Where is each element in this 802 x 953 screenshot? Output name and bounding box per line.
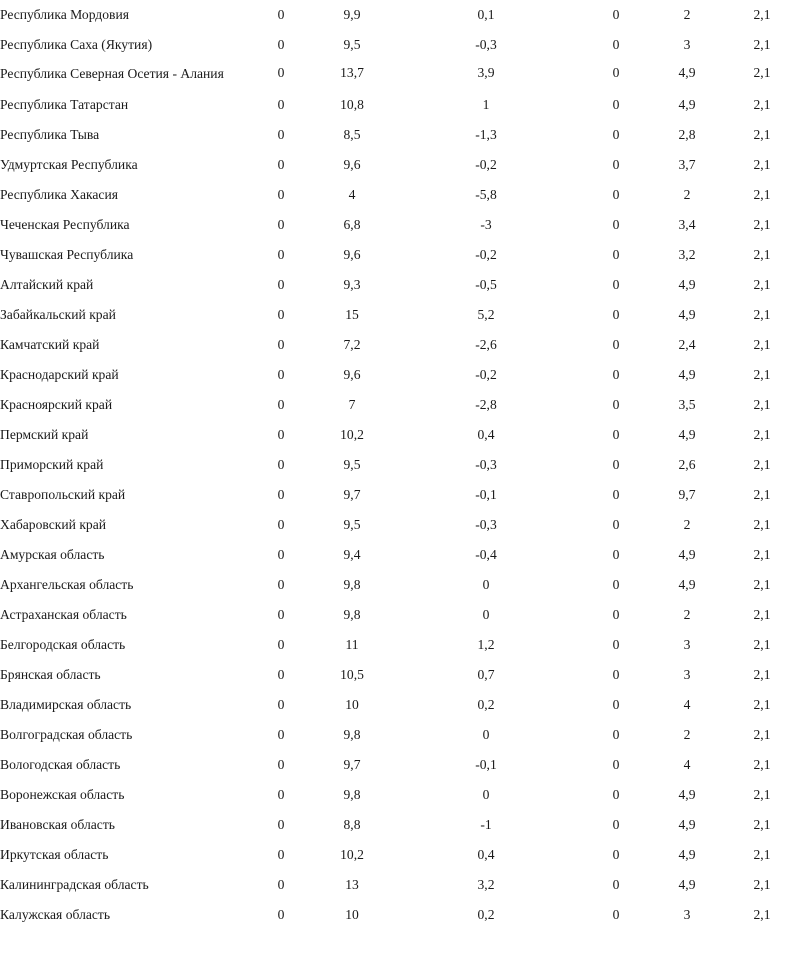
cell-value-6: 2,1 bbox=[753, 516, 771, 532]
cell-value-1: 0 bbox=[277, 36, 285, 52]
cell-value-1: 0 bbox=[277, 666, 285, 682]
cell-value-2: 9,4 bbox=[343, 546, 361, 562]
cell-region-name: Иркутская область bbox=[0, 846, 109, 862]
cell-value-6: 2,1 bbox=[753, 876, 771, 892]
cell-value-2: 9,3 bbox=[343, 276, 361, 292]
cell-value-4: 0 bbox=[612, 666, 620, 682]
cell-value-4: 0 bbox=[612, 126, 620, 142]
cell-value-5: 3,7 bbox=[678, 156, 696, 172]
cell-value-3: -5,8 bbox=[475, 186, 497, 202]
cell-value-1: 0 bbox=[277, 426, 285, 442]
cell-value-2: 9,8 bbox=[343, 606, 361, 622]
cell-value-5: 2 bbox=[683, 516, 691, 532]
cell-value-5: 4,9 bbox=[678, 426, 696, 442]
cell-value-4: 0 bbox=[612, 486, 620, 502]
cell-value-1: 0 bbox=[277, 396, 285, 412]
cell-region-name: Калужская область bbox=[0, 906, 111, 922]
cell-region-name: Архангельская область bbox=[0, 576, 134, 592]
cell-value-2: 9,5 bbox=[343, 456, 361, 472]
cell-value-2: 10,2 bbox=[340, 426, 364, 442]
cell-value-3: 0 bbox=[482, 606, 490, 622]
cell-region-name: Удмуртская Республика bbox=[0, 156, 138, 172]
cell-value-2: 7 bbox=[348, 396, 356, 412]
cell-region-name: Белгородская область bbox=[0, 636, 126, 652]
cell-region-name: Камчатский край bbox=[0, 336, 100, 352]
cell-value-5: 3 bbox=[683, 666, 691, 682]
cell-value-5: 3,2 bbox=[678, 246, 696, 262]
cell-value-6: 2,1 bbox=[753, 786, 771, 802]
cell-value-6: 2,1 bbox=[753, 65, 771, 80]
cell-value-4: 0 bbox=[612, 546, 620, 562]
cell-value-4: 0 bbox=[612, 876, 620, 892]
cell-value-6: 2,1 bbox=[753, 726, 771, 742]
table-row bbox=[0, 750, 802, 780]
cell-value-4: 0 bbox=[612, 96, 620, 112]
cell-value-1: 0 bbox=[277, 726, 285, 742]
cell-value-4: 0 bbox=[612, 306, 620, 322]
cell-value-4: 0 bbox=[612, 516, 620, 532]
cell-value-5: 4,9 bbox=[678, 786, 696, 802]
cell-region-name: Республика Северная Осетия - Алания bbox=[0, 66, 224, 81]
cell-value-3: -1 bbox=[480, 816, 492, 832]
cell-value-3: 0,4 bbox=[477, 846, 495, 862]
cell-value-3: 0 bbox=[482, 786, 490, 802]
cell-value-3: 0,2 bbox=[477, 906, 495, 922]
cell-value-4: 0 bbox=[612, 6, 620, 22]
cell-value-4: 0 bbox=[612, 846, 620, 862]
table-row bbox=[0, 240, 802, 270]
table-row bbox=[0, 270, 802, 300]
cell-value-2: 9,6 bbox=[343, 366, 361, 382]
cell-value-4: 0 bbox=[612, 726, 620, 742]
cell-value-3: -0,2 bbox=[475, 246, 497, 262]
cell-value-4: 0 bbox=[612, 696, 620, 712]
cell-value-4: 0 bbox=[612, 366, 620, 382]
cell-value-1: 0 bbox=[277, 606, 285, 622]
cell-value-3: 0,2 bbox=[477, 696, 495, 712]
cell-value-4: 0 bbox=[612, 156, 620, 172]
table-row bbox=[0, 360, 802, 390]
cell-value-3: 1,2 bbox=[477, 636, 495, 652]
cell-value-6: 2,1 bbox=[753, 636, 771, 652]
cell-value-4: 0 bbox=[612, 426, 620, 442]
cell-value-5: 2,4 bbox=[678, 336, 696, 352]
cell-value-6: 2,1 bbox=[753, 456, 771, 472]
cell-value-1: 0 bbox=[277, 696, 285, 712]
cell-value-2: 9,8 bbox=[343, 786, 361, 802]
cell-value-1: 0 bbox=[277, 6, 285, 22]
cell-value-6: 2,1 bbox=[753, 906, 771, 922]
cell-value-3: 0 bbox=[482, 726, 490, 742]
cell-value-5: 3 bbox=[683, 36, 691, 52]
table-row bbox=[0, 150, 802, 180]
cell-value-3: -0,3 bbox=[475, 516, 497, 532]
cell-value-5: 2 bbox=[683, 6, 691, 22]
cell-value-2: 10 bbox=[345, 696, 359, 712]
table-row bbox=[0, 90, 802, 120]
table-row bbox=[0, 600, 802, 630]
cell-value-6: 2,1 bbox=[753, 396, 771, 412]
table-row bbox=[0, 630, 802, 660]
cell-value-5: 4,9 bbox=[678, 276, 696, 292]
cell-value-6: 2,1 bbox=[753, 126, 771, 142]
cell-region-name: Республика Хакасия bbox=[0, 186, 118, 202]
cell-value-2: 15 bbox=[345, 306, 359, 322]
cell-value-5: 3 bbox=[683, 636, 691, 652]
cell-value-4: 0 bbox=[612, 186, 620, 202]
cell-value-3: 0 bbox=[482, 576, 490, 592]
cell-value-6: 2,1 bbox=[753, 576, 771, 592]
cell-region-name: Республика Мордовия bbox=[0, 6, 129, 22]
cell-value-1: 0 bbox=[277, 306, 285, 322]
cell-region-name: Владимирская область bbox=[0, 696, 132, 712]
table-row bbox=[0, 870, 802, 900]
cell-value-3: -2,6 bbox=[475, 336, 497, 352]
cell-value-6: 2,1 bbox=[753, 186, 771, 202]
cell-value-4: 0 bbox=[612, 576, 620, 592]
cell-value-4: 0 bbox=[612, 216, 620, 232]
cell-value-2: 9,5 bbox=[343, 516, 361, 532]
cell-value-3: -0,2 bbox=[475, 156, 497, 172]
cell-region-name: Ставропольский край bbox=[0, 486, 126, 502]
cell-value-1: 0 bbox=[277, 276, 285, 292]
cell-value-1: 0 bbox=[277, 876, 285, 892]
table-row bbox=[0, 840, 802, 870]
cell-value-2: 9,5 bbox=[343, 36, 361, 52]
table-row bbox=[0, 900, 802, 930]
cell-value-6: 2,1 bbox=[753, 606, 771, 622]
cell-value-1: 0 bbox=[277, 486, 285, 502]
table-row bbox=[0, 690, 802, 720]
table-row bbox=[0, 450, 802, 480]
cell-value-4: 0 bbox=[612, 456, 620, 472]
cell-value-3: 1 bbox=[482, 96, 490, 112]
cell-value-6: 2,1 bbox=[753, 36, 771, 52]
cell-value-2: 7,2 bbox=[343, 336, 361, 352]
cell-value-2: 8,8 bbox=[343, 816, 361, 832]
cell-value-3: 0,4 bbox=[477, 426, 495, 442]
cell-value-1: 0 bbox=[277, 246, 285, 262]
cell-value-6: 2,1 bbox=[753, 306, 771, 322]
cell-value-2: 10,5 bbox=[340, 666, 364, 682]
cell-value-6: 2,1 bbox=[753, 96, 771, 112]
cell-value-6: 2,1 bbox=[753, 426, 771, 442]
cell-region-name: Калининградская область bbox=[0, 876, 149, 892]
cell-value-1: 0 bbox=[277, 846, 285, 862]
cell-value-4: 0 bbox=[612, 786, 620, 802]
cell-value-5: 4,9 bbox=[678, 306, 696, 322]
cell-value-1: 0 bbox=[277, 786, 285, 802]
table-row bbox=[0, 510, 802, 540]
cell-value-3: -0,3 bbox=[475, 36, 497, 52]
cell-value-5: 4,9 bbox=[678, 546, 696, 562]
cell-value-2: 10,8 bbox=[340, 96, 364, 112]
cell-value-5: 4,9 bbox=[678, 96, 696, 112]
cell-value-5: 2,6 bbox=[678, 456, 696, 472]
cell-value-5: 4 bbox=[683, 756, 691, 772]
cell-value-1: 0 bbox=[277, 65, 285, 80]
cell-value-1: 0 bbox=[277, 756, 285, 772]
cell-value-6: 2,1 bbox=[753, 846, 771, 862]
cell-value-6: 2,1 bbox=[753, 6, 771, 22]
table-row bbox=[0, 720, 802, 750]
table-row bbox=[0, 390, 802, 420]
cell-value-2: 10,2 bbox=[340, 846, 364, 862]
table-row bbox=[0, 210, 802, 240]
cell-value-6: 2,1 bbox=[753, 666, 771, 682]
cell-value-2: 11 bbox=[345, 636, 359, 652]
cell-value-3: 3,9 bbox=[477, 65, 495, 80]
cell-value-3: 0,1 bbox=[477, 6, 495, 22]
cell-value-3: -0,5 bbox=[475, 276, 497, 292]
cell-value-4: 0 bbox=[612, 65, 620, 80]
cell-value-3: 3,2 bbox=[477, 876, 495, 892]
cell-value-4: 0 bbox=[612, 756, 620, 772]
cell-value-6: 2,1 bbox=[753, 276, 771, 292]
cell-value-1: 0 bbox=[277, 816, 285, 832]
cell-value-1: 0 bbox=[277, 186, 285, 202]
cell-region-name: Чувашская Республика bbox=[0, 246, 134, 262]
cell-value-4: 0 bbox=[612, 246, 620, 262]
cell-value-6: 2,1 bbox=[753, 246, 771, 262]
table-row bbox=[0, 660, 802, 690]
cell-value-5: 2,8 bbox=[678, 126, 696, 142]
cell-region-name: Амурская область bbox=[0, 546, 105, 562]
cell-value-1: 0 bbox=[277, 216, 285, 232]
cell-value-2: 13,7 bbox=[340, 65, 364, 80]
cell-region-name: Приморский край bbox=[0, 456, 104, 472]
cell-region-name: Республика Татарстан bbox=[0, 96, 129, 112]
cell-value-2: 9,9 bbox=[343, 6, 361, 22]
cell-value-5: 4 bbox=[683, 696, 691, 712]
cell-value-1: 0 bbox=[277, 156, 285, 172]
cell-value-2: 6,8 bbox=[343, 216, 361, 232]
cell-value-2: 9,7 bbox=[343, 486, 361, 502]
table-row bbox=[0, 180, 802, 210]
cell-value-3: 5,2 bbox=[477, 306, 495, 322]
cell-value-6: 2,1 bbox=[753, 756, 771, 772]
cell-value-6: 2,1 bbox=[753, 156, 771, 172]
cell-region-name: Алтайский край bbox=[0, 276, 94, 292]
table-row bbox=[0, 810, 802, 840]
cell-value-2: 10 bbox=[345, 906, 359, 922]
cell-value-5: 9,7 bbox=[678, 486, 696, 502]
cell-value-3: -0,3 bbox=[475, 456, 497, 472]
cell-region-name: Чеченская Республика bbox=[0, 216, 130, 232]
cell-value-2: 9,6 bbox=[343, 156, 361, 172]
cell-region-name: Вологодская область bbox=[0, 756, 121, 772]
cell-value-2: 13 bbox=[345, 876, 359, 892]
cell-value-5: 4,9 bbox=[678, 846, 696, 862]
cell-value-3: -3 bbox=[480, 216, 492, 232]
cell-value-6: 2,1 bbox=[753, 546, 771, 562]
cell-value-6: 2,1 bbox=[753, 696, 771, 712]
cell-value-4: 0 bbox=[612, 396, 620, 412]
cell-value-6: 2,1 bbox=[753, 216, 771, 232]
cell-value-2: 9,8 bbox=[343, 576, 361, 592]
cell-value-1: 0 bbox=[277, 366, 285, 382]
cell-value-3: -0,1 bbox=[475, 756, 497, 772]
cell-region-name: Брянская область bbox=[0, 666, 101, 682]
cell-value-3: 0,7 bbox=[477, 666, 495, 682]
table-row bbox=[0, 780, 802, 810]
cell-value-1: 0 bbox=[277, 636, 285, 652]
table-row bbox=[0, 480, 802, 510]
cell-region-name: Воронежская область bbox=[0, 786, 125, 802]
cell-region-name: Красноярский край bbox=[0, 396, 113, 412]
cell-value-4: 0 bbox=[612, 816, 620, 832]
cell-value-4: 0 bbox=[612, 906, 620, 922]
cell-value-4: 0 bbox=[612, 336, 620, 352]
cell-value-2: 4 bbox=[348, 186, 356, 202]
cell-value-6: 2,1 bbox=[753, 336, 771, 352]
cell-value-1: 0 bbox=[277, 576, 285, 592]
cell-value-1: 0 bbox=[277, 126, 285, 142]
cell-value-4: 0 bbox=[612, 36, 620, 52]
cell-region-name: Республика Саха (Якутия) bbox=[0, 36, 153, 52]
cell-value-4: 0 bbox=[612, 636, 620, 652]
cell-value-3: -2,8 bbox=[475, 396, 497, 412]
cell-value-2: 9,7 bbox=[343, 756, 361, 772]
cell-value-3: -0,2 bbox=[475, 366, 497, 382]
cell-value-5: 3 bbox=[683, 906, 691, 922]
cell-region-name: Краснодарский край bbox=[0, 366, 119, 382]
cell-value-5: 4,9 bbox=[678, 366, 696, 382]
cell-value-2: 8,5 bbox=[343, 126, 361, 142]
cell-value-5: 4,9 bbox=[678, 576, 696, 592]
cell-value-5: 2 bbox=[683, 606, 691, 622]
table-row bbox=[0, 330, 802, 360]
cell-region-name: Хабаровский край bbox=[0, 516, 107, 532]
table-row bbox=[0, 0, 802, 30]
cell-value-5: 2 bbox=[683, 186, 691, 202]
cell-value-5: 3,4 bbox=[678, 216, 696, 232]
cell-region-name: Пермский край bbox=[0, 426, 89, 442]
cell-region-name: Астраханская область bbox=[0, 606, 127, 622]
cell-value-6: 2,1 bbox=[753, 816, 771, 832]
cell-value-5: 4,9 bbox=[678, 65, 696, 80]
cell-region-name: Ивановская область bbox=[0, 816, 115, 832]
cell-value-1: 0 bbox=[277, 456, 285, 472]
cell-value-3: -1,3 bbox=[475, 126, 497, 142]
cell-value-5: 2 bbox=[683, 726, 691, 742]
cell-region-name: Волгоградская область bbox=[0, 726, 133, 742]
cell-value-5: 3,5 bbox=[678, 396, 696, 412]
cell-value-1: 0 bbox=[277, 96, 285, 112]
cell-value-1: 0 bbox=[277, 336, 285, 352]
cell-value-1: 0 bbox=[277, 906, 285, 922]
cell-value-1: 0 bbox=[277, 546, 285, 562]
cell-value-5: 4,9 bbox=[678, 876, 696, 892]
cell-value-4: 0 bbox=[612, 606, 620, 622]
cell-value-1: 0 bbox=[277, 516, 285, 532]
table-row bbox=[0, 300, 802, 330]
cell-region-name: Республика Тыва bbox=[0, 126, 100, 142]
table-row bbox=[0, 570, 802, 600]
cell-region-name: Забайкальский край bbox=[0, 306, 116, 322]
table-row bbox=[0, 60, 802, 90]
table-row bbox=[0, 540, 802, 570]
cell-value-3: -0,1 bbox=[475, 486, 497, 502]
cell-value-2: 9,8 bbox=[343, 726, 361, 742]
table-row bbox=[0, 420, 802, 450]
table-row bbox=[0, 120, 802, 150]
cell-value-6: 2,1 bbox=[753, 486, 771, 502]
cell-value-5: 4,9 bbox=[678, 816, 696, 832]
cell-value-6: 2,1 bbox=[753, 366, 771, 382]
cell-value-4: 0 bbox=[612, 276, 620, 292]
cell-value-2: 9,6 bbox=[343, 246, 361, 262]
table-row bbox=[0, 30, 802, 60]
cell-value-3: -0,4 bbox=[475, 546, 497, 562]
